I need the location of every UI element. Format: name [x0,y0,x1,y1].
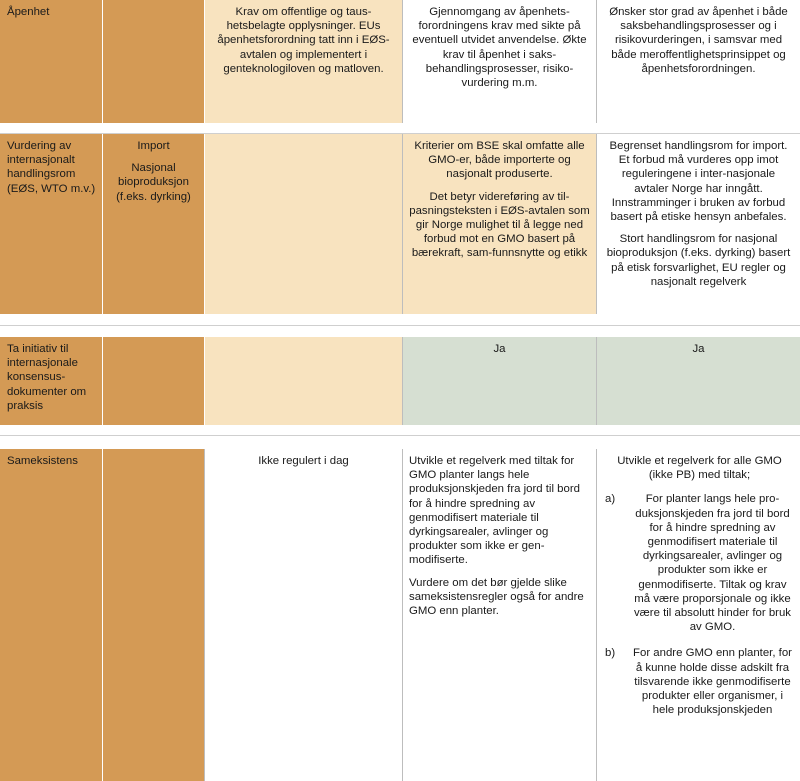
proposal-b-cell [596,337,800,425]
list-item [605,646,794,717]
proposal-a-cell [402,449,596,781]
current-regulation-cell [204,0,402,123]
current-regulation-cell [204,337,402,425]
row-divider [0,435,800,436]
proposal-b-cell [596,134,800,314]
category-cell [102,134,204,314]
category-cell [102,0,204,123]
proposal-a-cell [402,337,596,425]
row-label: Åpenhet [7,6,50,18]
row-label-cell [0,337,102,425]
current-regulation-text: Ikke regulert i dag [258,455,349,467]
current-regulation-text: Krav om offentlige og taus-hetsbelagte opplysninger. EUs åpenhetsforordning tatt inn i EØS-avtalen og implementert i genteknologiloven og matloven. [217,6,390,75]
proposal-b-text: Ønsker stor grad av åpenhet i både saksbehandlingsprosesser og i risikovurderingen, i samsvar med både meroffentlighetsprinsippet og åpenhetsforordningen. [609,6,788,75]
proposal-a-cell [402,0,596,123]
list-item [605,492,794,634]
proposal-a-text: Ja [493,343,506,355]
row-label: Ta initiativ til internasjonale konsensus-dokumenter om praksis [7,343,87,412]
proposal-a-text-1: Kriterier om BSE skal omfatte alle GMO-er, både importerte og nasjonalt produserte. [414,140,585,181]
proposal-b-text-1: Begrenset handlingsrom for import. Et forbud må vurderes opp imot reguleringene i inter-nasjonale avtaler Norge har inngått. Innstramminger i bruken av forbud basert på etiske hensyn anbefales. [609,140,788,224]
proposal-b-text: Ja [692,343,705,355]
table-row-apenhet [0,0,800,123]
proposal-a-text-2: Vurdere om det bør gjelde slike sameksistensregler også for andre GMO enn planter. [409,576,584,618]
row-label: Sameksistens [7,455,78,467]
category-cell [102,337,204,425]
proposal-b-cell [596,449,800,781]
proposal-a-text: Gjennomgang av åpenhets-forordningens krav med sikte på eventuell utvidet anvendelse. Økte krav til åpenhet i saks-behandlingsprosesser, risiko-vurdering m.m. [412,6,587,90]
row-label-cell [0,134,102,314]
proposal-b-intro: Utvikle et regelverk for alle GMO (ikke PB) med tiltak; [617,455,782,482]
row-label: Vurdering av internasjonalt handlingsrom (EØS, WTO m.v.) [7,140,96,195]
category-import: Import [137,140,170,152]
table-row-vurdering [0,134,800,314]
list-item-text: For andre GMO enn planter, for å kunne holde disse adskilt fra tilsvarende ikke genmodifiserte produkter eller organismer, i hele produksjonskjeden [633,647,792,717]
list-item-label: b) [605,647,616,660]
current-regulation-cell [204,449,402,781]
proposal-b-cell [596,0,800,123]
proposal-a-cell [402,134,596,314]
list-item-label: a) [605,493,616,506]
row-label-cell [0,449,102,781]
proposal-a-text-1: Utvikle et regelverk med tiltak for GMO planter langs hele produksjonskjeden fra jord til bord for å hindre spredning av genmodifisert materiale til dyrkingsarealer, avlinger og produkter som ikke er gen-modifiserte. [409,455,580,567]
table-row-sameksistens [0,449,800,781]
category-national-production: Nasjonal bioproduksjon (f.eks. dyrking) [116,162,191,203]
category-cell [102,449,204,781]
proposal-a-text-2: Det betyr videreføring av til-pasningsteksten i EØS-avtalen som gir Norge mulighet til å legge ned forbud mot en GMO basert på bærekraft, sam-funnsnytte og etikk [409,190,590,260]
table-row-initiativ [0,337,800,425]
list-item-text: For planter langs hele pro-duksjonskjeden fra jord til bord for å hindre spredning av genmodifisert materiale til dyrkingsarealer, avlinger og produkter som ikke er genmodifiserte. Tiltak og krav må være proporsjonale og ikke være til absolutt hinder for bruk av GMO. [633,493,791,634]
row-divider [0,325,800,326]
current-regulation-cell [204,134,402,314]
proposal-b-text-2: Stort handlingsrom for nasjonal bioproduksjon (f.eks. dyrking) basert på etisk forsvarlighet, EU regler og nasjonalt regelverk [606,233,791,288]
row-label-cell [0,0,102,123]
